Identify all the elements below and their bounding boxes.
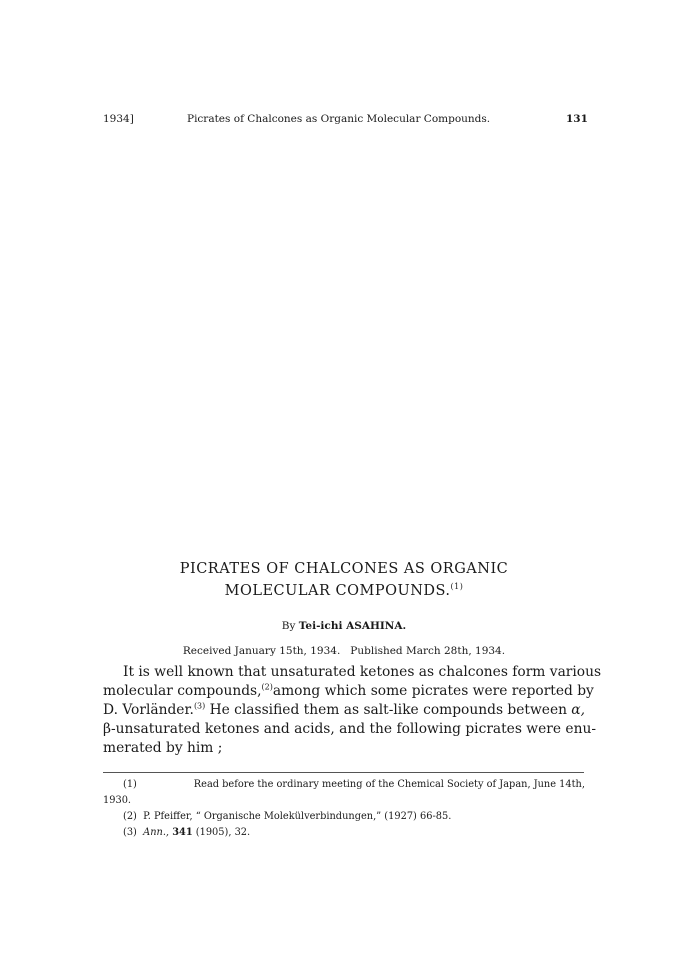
- footnote-2-number: (2): [123, 811, 137, 822]
- body-line-2: [103, 682, 594, 701]
- header-year: 1934]: [103, 113, 134, 125]
- body-line-3: [103, 701, 585, 720]
- title-footnote-mark: (1): [450, 582, 464, 592]
- footnote-2-text: P. Pfeiffer, “ Organische Molekülverbindungen,” (1927) 66-85.: [143, 811, 452, 822]
- article-title-line-2-text: MOLECULAR COMPOUNDS.: [224, 583, 451, 599]
- page-number: 131: [566, 113, 588, 125]
- footnote-1-continued: 1930.: [103, 795, 132, 806]
- body-line-3-a: D. Vorländer.$^{(3)}$: [103, 701, 206, 718]
- running-title: Picrates of Chalcones as Organic Molecular Compounds.: [187, 113, 491, 125]
- alpha-symbol: α,: [571, 702, 585, 718]
- body-line-3-b: He classified them as salt-like compounds between: [209, 702, 567, 718]
- footnote-3-journal: Ann.,: [143, 827, 170, 838]
- footnote-3-rest: (1905), 32.: [195, 827, 251, 838]
- article-title-line-1: PICRATES OF CHALCONES AS ORGANIC: [179, 561, 509, 577]
- footnote-mark-3: (3): [193, 701, 206, 711]
- byline-prefix: By: [281, 620, 296, 632]
- received-published-dates: Received January 15th, 1934. Published March 28th, 1934.: [182, 645, 506, 657]
- footnote-1-text: Read before the ordinary meeting of the Chemical Society of Japan, June 14th,: [193, 779, 585, 790]
- body-line-2-a: molecular compounds,$^{(2)}$: [103, 682, 273, 699]
- footnote-separator: [103, 772, 584, 773]
- footnote-3: [123, 827, 250, 838]
- byline: [0, 620, 688, 632]
- footnote-3-number: (3): [123, 827, 137, 838]
- body-line-5: merated by him ;: [103, 740, 223, 756]
- body-line-4: β-unsaturated ketones and acids, and the following picrates were enu-: [103, 721, 597, 737]
- article-title-line-2: [0, 583, 688, 599]
- footnote-2: [123, 811, 451, 822]
- body-line-2-b: among which some picrates were reported by: [272, 683, 594, 699]
- footnote-mark-2: (2): [261, 682, 273, 692]
- footnote-3-volume: 341: [172, 827, 193, 838]
- body-line-1: It is well known that unsaturated ketones as chalcones form various: [123, 664, 602, 680]
- footnote-1: [123, 779, 585, 790]
- footnote-1-number: (1): [123, 779, 137, 790]
- author-name: Tei-ichi ASAHINA.: [298, 620, 407, 632]
